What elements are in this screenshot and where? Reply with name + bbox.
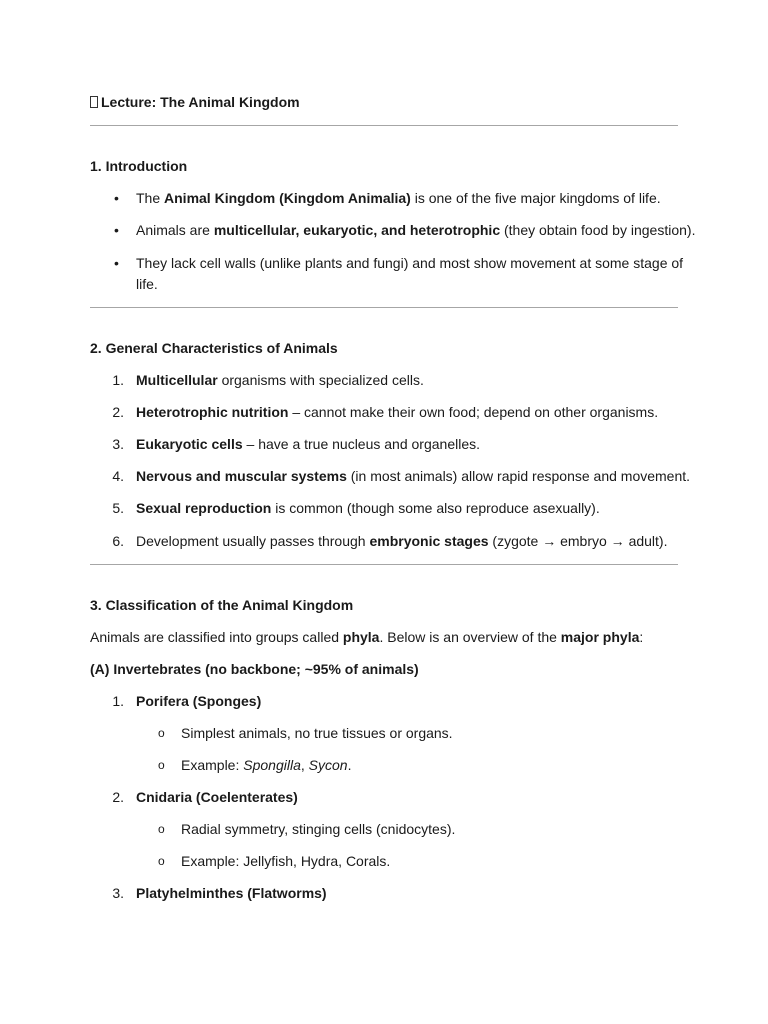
bullet-marker: • [114,222,119,238]
list-number: 4. [112,468,124,484]
phylum-detail: Radial symmetry, stinging cells (cnidocytes). [181,821,456,837]
sub-bullet-marker: o [158,854,165,868]
missing-glyph-icon [90,96,98,108]
intro-item-1: The Animal Kingdom (Kingdom Animalia) is one of the five major kingdoms of life. [136,190,661,206]
invertebrates-heading: (A) Invertebrates (no backbone; ~95% of animals) [90,661,419,677]
list-number: 3. [112,436,124,452]
list-number: 3. [112,885,124,901]
characteristic-item-6: Development usually passes through embryonic stages (zygote → embryo → adult). [136,533,668,549]
bullet-marker: • [114,190,119,206]
phylum-example: Example: Spongilla, Sycon. [181,757,352,773]
characteristic-item-5: Sexual reproduction is common (though some also reproduce asexually). [136,500,600,516]
divider [90,125,678,126]
classification-intro: Animals are classified into groups called phyla. Below is an overview of the major phyla: [90,629,644,645]
section-heading-classification: 3. Classification of the Animal Kingdom [90,597,354,613]
phylum-detail: Simplest animals, no true tissues or organs. [181,725,453,741]
intro-item-3-line-2: life. [136,276,158,292]
sub-bullet-marker: o [158,758,165,772]
list-number: 5. [112,500,124,516]
phylum-name: Porifera (Sponges) [136,693,262,709]
list-number: 2. [112,789,124,805]
phylum-name: Platyhelminthes (Flatworms) [136,885,327,901]
characteristic-item-3: Eukaryotic cells – have a true nucleus and organelles. [136,436,481,452]
characteristic-item-2: Heterotrophic nutrition – cannot make their own food; depend on other organisms. [136,404,659,420]
divider [90,307,678,308]
list-number: 1. [112,693,124,709]
characteristic-item-1: Multicellular organisms with specialized cells. [136,372,424,388]
intro-item-2: Animals are multicellular, eukaryotic, and heterotrophic (they obtain food by ingestion). [136,222,696,238]
section-heading-introduction: 1. Introduction [90,158,188,174]
section-heading-characteristics: 2. General Characteristics of Animals [90,340,338,356]
page-title: Lecture: The Animal Kingdom [90,92,300,112]
sub-bullet-marker: o [158,726,165,740]
list-number: 2. [112,404,124,420]
list-number: 6. [112,533,124,549]
sub-bullet-marker: o [158,822,165,836]
characteristic-item-4: Nervous and muscular systems (in most animals) allow rapid response and movement. [136,468,691,484]
list-number: 1. [112,372,124,388]
phylum-name: Cnidaria (Coelenterates) [136,789,298,805]
intro-item-3-line-1: They lack cell walls (unlike plants and fungi) and most show movement at some stage of [136,255,684,271]
bullet-marker: • [114,255,119,271]
divider [90,564,678,565]
phylum-example: Example: Jellyfish, Hydra, Corals. [181,853,391,869]
